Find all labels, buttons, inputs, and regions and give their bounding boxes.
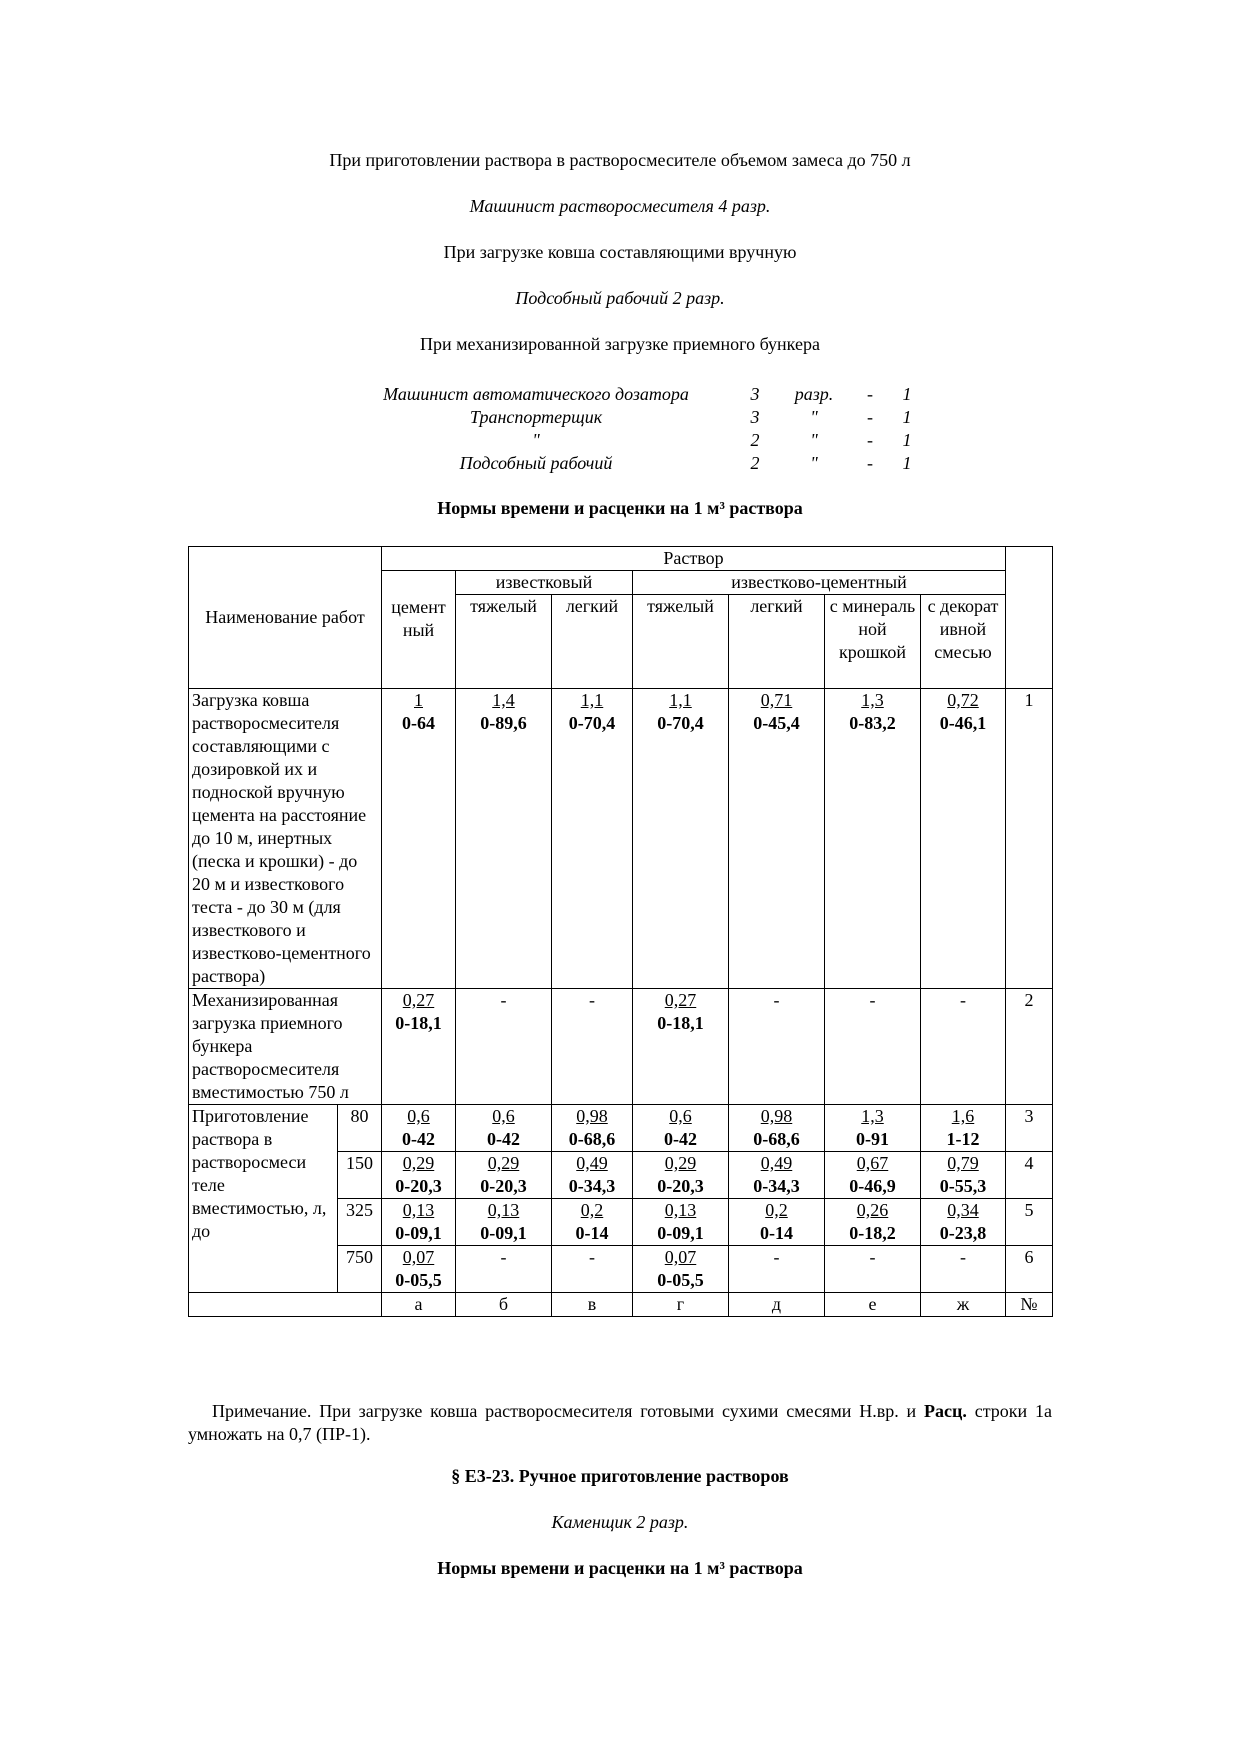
- time-norm: 0,27: [402, 990, 435, 1010]
- rate: 0-70,4: [657, 713, 704, 733]
- rate: 0-89,6: [480, 713, 527, 733]
- crew-dash: -: [867, 430, 873, 450]
- rate: 0-14: [760, 1223, 793, 1243]
- value-cell: [729, 1246, 825, 1293]
- value-cell: [921, 1152, 1006, 1199]
- value-cell: [729, 689, 825, 989]
- column-letter: №: [1006, 1293, 1053, 1317]
- rate: 0-45,4: [753, 713, 800, 733]
- time-norm: 1: [414, 690, 423, 710]
- crew-count: 1: [902, 453, 912, 473]
- value-cell: [552, 689, 633, 989]
- rate: 0-68,6: [753, 1129, 800, 1149]
- value-cell: [552, 1199, 633, 1246]
- crew-name: Подсобный рабочий: [459, 453, 613, 473]
- rate: 0-09,1: [395, 1223, 442, 1243]
- time-norm: 0,98: [576, 1106, 608, 1126]
- value-cell: [633, 689, 729, 989]
- note-text: Примечание. При загрузке ковша растворосмесителя готовыми сухими смесями Н.вр. и: [212, 1401, 925, 1421]
- value-cell: [729, 989, 825, 1105]
- time-norm: 0,34: [947, 1200, 979, 1220]
- time-norm: 0,26: [856, 1200, 889, 1220]
- time-norm: 0,67: [856, 1153, 889, 1173]
- column-letter: ж: [921, 1293, 1006, 1317]
- col-header: тяжелый: [456, 595, 552, 689]
- value-cell: [921, 1105, 1006, 1152]
- rate: 0-42: [402, 1129, 435, 1149]
- intro-line: Подсобный рабочий 2 разр.: [515, 288, 725, 308]
- crew-dash: -: [867, 453, 873, 473]
- crew-unit: ": [810, 407, 818, 427]
- value-cell: [382, 1199, 456, 1246]
- rate: 0-42: [664, 1129, 697, 1149]
- rate: 0-42: [487, 1129, 520, 1149]
- time-norm: 0,71: [760, 690, 793, 710]
- column-letter: д: [729, 1293, 825, 1317]
- row-number: 6: [1006, 1246, 1053, 1293]
- rate: 0-83,2: [849, 713, 896, 733]
- capacity: 150: [338, 1152, 382, 1199]
- col-header: с минераль ной крошкой: [825, 595, 921, 689]
- rate: 0-05,5: [657, 1270, 704, 1290]
- crew-dash: -: [867, 407, 873, 427]
- time-norm: -: [869, 1247, 876, 1267]
- section-title: § Е3-23. Ручное приготовление растворов: [451, 1466, 789, 1486]
- value-cell: [456, 1105, 552, 1152]
- rate: 0-46,9: [849, 1176, 896, 1196]
- table-row: [189, 1105, 1053, 1152]
- value-cell: [633, 1152, 729, 1199]
- time-norm: -: [960, 1247, 966, 1267]
- value-cell: [825, 689, 921, 989]
- time-norm: 0,72: [947, 690, 979, 710]
- time-norm: 0,07: [402, 1247, 435, 1267]
- value-cell: [729, 1105, 825, 1152]
- table-row: [189, 689, 1053, 989]
- value-cell: [825, 1105, 921, 1152]
- row-number: 2: [1006, 989, 1053, 1105]
- col-header: с декорат ивной смесью: [921, 595, 1006, 689]
- rate: 0-46,1: [939, 713, 987, 733]
- column-letters-row: [189, 1293, 1053, 1317]
- time-norm: 0,29: [487, 1153, 520, 1173]
- header-solution: Раствор: [382, 547, 1006, 571]
- time-norm: 0,6: [407, 1106, 430, 1126]
- value-cell: [456, 1199, 552, 1246]
- col-header: легкий: [552, 595, 633, 689]
- col-header: тяжелый: [633, 595, 729, 689]
- value-cell: [729, 1152, 825, 1199]
- value-cell: [382, 989, 456, 1105]
- intro-line: При механизированной загрузке приемного бункера: [420, 334, 820, 354]
- time-norm: 1,1: [580, 690, 604, 710]
- time-norm: 0,49: [760, 1153, 793, 1173]
- rate: 0-64: [402, 713, 435, 733]
- value-cell: [633, 1246, 729, 1293]
- time-norm: 0,13: [402, 1200, 435, 1220]
- value-cell: [921, 1199, 1006, 1246]
- value-cell: [825, 989, 921, 1105]
- value-cell: [633, 1199, 729, 1246]
- rate: 0-14: [575, 1223, 609, 1243]
- crew-dash: -: [867, 384, 873, 404]
- intro-line: Машинист растворосмесителя 4 разр.: [469, 196, 771, 216]
- note-bold: Расц.: [924, 1401, 967, 1421]
- crew-grade: 3: [750, 407, 760, 427]
- intro-line: При приготовлении раствора в растворосмесителе объемом замеса до 750 л: [329, 150, 911, 170]
- time-norm: 0,29: [402, 1153, 435, 1173]
- rate: 0-68,6: [568, 1129, 616, 1149]
- crew-grade: 2: [750, 430, 760, 450]
- time-norm: 1,3: [861, 690, 884, 710]
- rate: 0-23,8: [939, 1223, 987, 1243]
- value-cell: [825, 1199, 921, 1246]
- capacity: 325: [338, 1199, 382, 1246]
- value-cell: [382, 1246, 456, 1293]
- value-cell: [921, 989, 1006, 1105]
- value-cell: [729, 1199, 825, 1246]
- value-cell: [825, 1246, 921, 1293]
- row-number: 3: [1006, 1105, 1053, 1152]
- header-name: Наименование работ: [189, 547, 382, 689]
- rate: 0-91: [856, 1129, 889, 1149]
- time-norm: 0,07: [664, 1247, 697, 1267]
- table-heading-2: Нормы времени и расценки на 1 м³ раствора: [437, 1558, 803, 1578]
- time-norm: 0,2: [765, 1200, 788, 1220]
- column-letter: г: [633, 1293, 729, 1317]
- header-limecement: известково-цементный: [633, 571, 1006, 595]
- value-cell: [552, 1105, 633, 1152]
- value-cell: [552, 1246, 633, 1293]
- rate: 0-18,1: [395, 1013, 442, 1033]
- crew-name: Машинист автоматического дозатора: [383, 384, 689, 404]
- rate: 0-18,1: [657, 1013, 704, 1033]
- table-row: [189, 989, 1053, 1105]
- crew-count: 1: [902, 407, 912, 427]
- time-norm: 0,79: [947, 1153, 979, 1173]
- value-cell: [382, 689, 456, 989]
- value-cell: [456, 1152, 552, 1199]
- empty-cell: [189, 1293, 382, 1317]
- time-norm: 0,2: [580, 1200, 604, 1220]
- time-norm: -: [500, 990, 507, 1010]
- crew-grade: 3: [750, 384, 760, 404]
- rate: 0-34,3: [568, 1176, 616, 1196]
- value-cell: [633, 1105, 729, 1152]
- time-norm: 0,49: [576, 1153, 608, 1173]
- col-header: легкий: [729, 595, 825, 689]
- time-norm: -: [773, 990, 780, 1010]
- header-num: [1006, 547, 1053, 689]
- time-norm: 0,13: [487, 1200, 520, 1220]
- time-norm: 0,98: [760, 1106, 793, 1126]
- work-name: Механизированная загрузка приемного бункера растворосмесителя вместимостью 750 л: [189, 989, 382, 1105]
- time-norm: -: [773, 1247, 780, 1267]
- work-name: Приготовление раствора в растворосмеси теле вместимостью, л, до: [189, 1105, 338, 1293]
- capacity: 80: [338, 1105, 382, 1152]
- row-number: 5: [1006, 1199, 1053, 1246]
- time-norm: 0,13: [664, 1200, 697, 1220]
- rate: 0-20,3: [395, 1176, 442, 1196]
- value-cell: [456, 1246, 552, 1293]
- table-heading: Нормы времени и расценки на 1 м³ раствора: [437, 498, 803, 518]
- work-name: Загрузка ковша растворосмесителя составляющими с дозировкой их и подноской вручную цемента на расстояние до 10 м, инертных (песка и крошки) - до 20 м и известкового теста - до 30 м (для известкового и известково-цементного раствора): [189, 689, 382, 989]
- column-letter: б: [456, 1293, 552, 1317]
- rate: 0-70,4: [568, 713, 616, 733]
- value-cell: [382, 1105, 456, 1152]
- crew-count: 1: [902, 384, 912, 404]
- time-norm: 0,6: [492, 1106, 515, 1126]
- rate: 0-09,1: [480, 1223, 527, 1243]
- value-cell: [633, 989, 729, 1105]
- worker: Каменщик 2 разр.: [551, 1512, 689, 1532]
- time-norm: 0,6: [669, 1106, 692, 1126]
- header-lime: известковый: [456, 571, 633, 595]
- time-norm: -: [589, 1247, 595, 1267]
- crew-unit: ": [810, 453, 818, 473]
- row-number: 1: [1006, 689, 1053, 989]
- value-cell: [552, 1152, 633, 1199]
- rate: 0-20,3: [657, 1176, 704, 1196]
- time-norm: -: [589, 990, 595, 1010]
- rate: 0-18,2: [849, 1223, 896, 1243]
- intro-line: При загрузке ковша составляющими вручную: [443, 242, 797, 262]
- column-letter: а: [382, 1293, 456, 1317]
- rate: 0-09,1: [657, 1223, 704, 1243]
- time-norm: -: [869, 990, 876, 1010]
- value-cell: [825, 1152, 921, 1199]
- time-norm: 1,1: [669, 690, 692, 710]
- crew-name: Транспортерщик: [469, 407, 603, 427]
- rate: 0-55,3: [939, 1176, 987, 1196]
- column-letter: е: [825, 1293, 921, 1317]
- rate: 0-05,5: [395, 1270, 442, 1290]
- rate: 0-34,3: [753, 1176, 800, 1196]
- col-header: цемент ный: [382, 571, 456, 689]
- rate: 1-12: [946, 1129, 980, 1149]
- time-norm: 1,4: [492, 690, 515, 710]
- rate: 0-20,3: [480, 1176, 527, 1196]
- value-cell: [921, 1246, 1006, 1293]
- time-norm: -: [500, 1247, 507, 1267]
- note-text: строки 1а умножать на 0,7 (ПР-1).: [188, 1401, 1052, 1444]
- capacity: 750: [338, 1246, 382, 1293]
- crew-name: ": [532, 430, 540, 450]
- time-norm: 1,6: [951, 1106, 975, 1126]
- crew-grade: 2: [750, 453, 760, 473]
- value-cell: [921, 689, 1006, 989]
- row-number: 4: [1006, 1152, 1053, 1199]
- time-norm: -: [960, 990, 966, 1010]
- crew-unit: ": [810, 430, 818, 450]
- note: [188, 1400, 1052, 1446]
- crew-count: 1: [902, 430, 912, 450]
- value-cell: [456, 689, 552, 989]
- time-norm: 0,27: [664, 990, 697, 1010]
- time-norm: 0,29: [664, 1153, 697, 1173]
- norms-table: [188, 546, 1053, 1317]
- time-norm: 1,3: [861, 1106, 884, 1126]
- crew-unit: разр.: [794, 384, 834, 404]
- column-letter: в: [552, 1293, 633, 1317]
- value-cell: [456, 989, 552, 1105]
- value-cell: [552, 989, 633, 1105]
- value-cell: [382, 1152, 456, 1199]
